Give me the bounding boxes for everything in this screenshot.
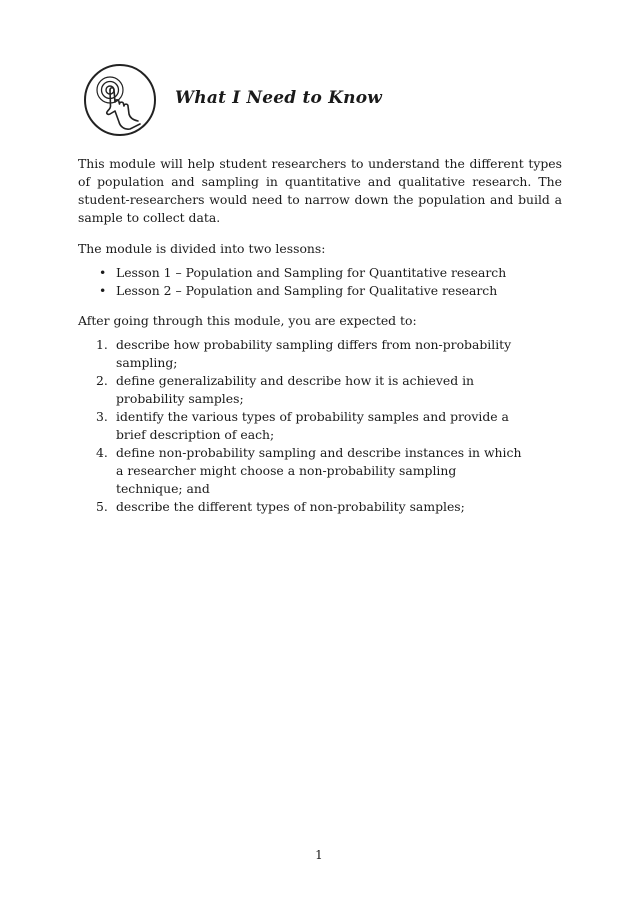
- item-number: 5.: [96, 499, 108, 514]
- objectives-list: [78, 336, 562, 516]
- objective-text: define non-probability sampling and describe instances in which a researcher might choose a non-probability sampling technique; and: [116, 445, 522, 496]
- module-body: [78, 155, 562, 516]
- lessons-list: [78, 264, 562, 300]
- touch-hand-icon: [84, 64, 156, 136]
- list-item: [96, 444, 562, 498]
- list-item: [96, 372, 562, 408]
- page-number: 1: [315, 848, 323, 862]
- list-item: [99, 264, 562, 282]
- page-title: What I Need to Know: [175, 88, 383, 108]
- objective-text: describe how probability sampling differs from non-probability sampling;: [116, 337, 512, 370]
- list-item: [96, 498, 562, 516]
- list-item: [99, 282, 562, 300]
- objective-text: define generalizability and describe how it is achieved in probability samples;: [116, 373, 475, 406]
- lesson-text: Lesson 2 – Population and Sampling for Qualitative research: [116, 283, 498, 298]
- item-number: 3.: [96, 409, 108, 424]
- list-item: [96, 336, 562, 372]
- intro-paragraph: This module will help student researchers to understand the different types of population and sampling in quantitative and qualitative research. The student-researchers would need to narrow down the population and build a sample to collect data.: [78, 156, 562, 225]
- item-number: 1.: [96, 337, 108, 352]
- bullet-icon: •: [99, 265, 107, 280]
- lessons-intro: The module is divided into two lessons:: [78, 241, 326, 256]
- lesson-text: Lesson 1 – Population and Sampling for Quantitative research: [116, 265, 507, 280]
- bullet-icon: •: [99, 283, 107, 298]
- item-number: 2.: [96, 373, 108, 388]
- section-header: [84, 64, 504, 138]
- objective-text: describe the different types of non-probability samples;: [116, 499, 465, 514]
- list-item: [96, 408, 562, 444]
- item-number: 4.: [96, 445, 108, 460]
- objective-text: identify the various types of probability samples and provide a brief description of each;: [116, 409, 509, 442]
- objectives-intro: After going through this module, you are expected to:: [78, 313, 417, 328]
